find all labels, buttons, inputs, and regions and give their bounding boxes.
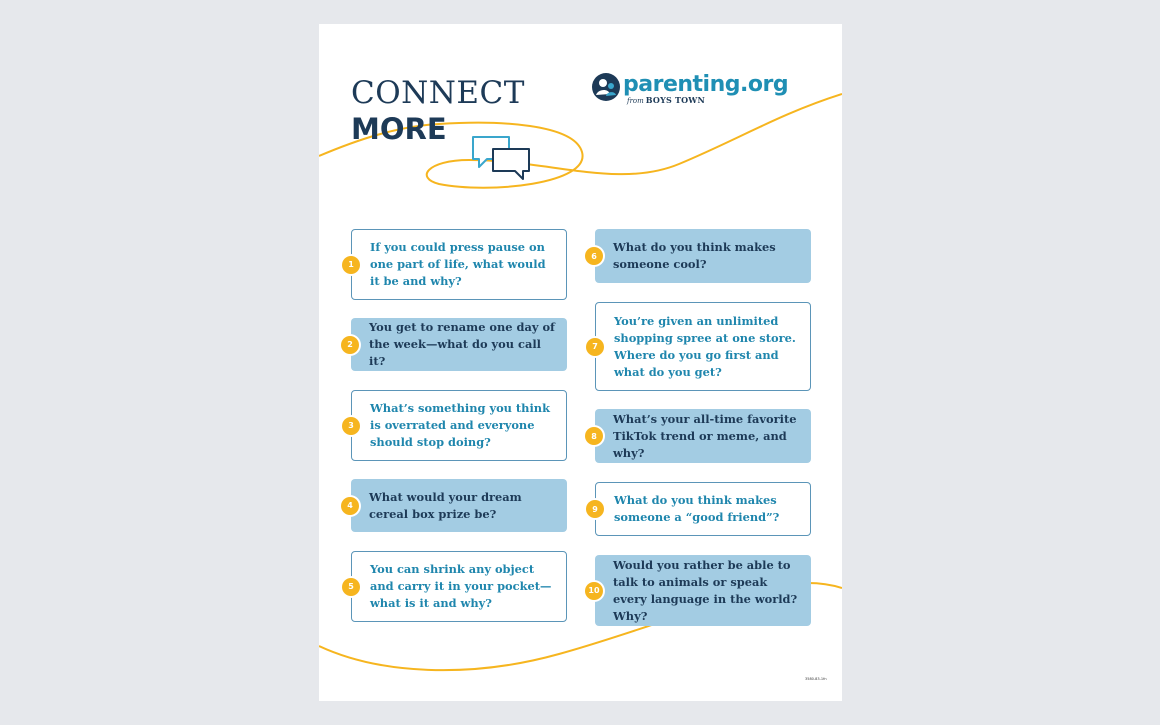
flyer-page <box>319 24 842 701</box>
question-number-badge: 1 <box>342 256 360 274</box>
question-number-badge: 4 <box>341 497 359 515</box>
question-number-badge: 5 <box>342 578 360 596</box>
question-text: What would your dream cereal box prize be? <box>369 489 522 521</box>
logo-from: from <box>627 97 644 105</box>
logo-wordmark: parenting.org <box>623 72 789 97</box>
question-card-5 <box>348 551 567 622</box>
question-text: What do you think makes someone cool? <box>613 240 776 271</box>
question-text: If you could press pause on one part of life, what would it be and why? <box>370 240 546 288</box>
question-card-1 <box>348 229 567 300</box>
question-text: What do you think makes someone a “good friend”? <box>614 493 780 524</box>
question-card-2 <box>347 318 567 371</box>
logo-org: BOYS TOWN <box>645 95 705 105</box>
question-number-badge: 3 <box>342 417 360 435</box>
question-text: You can shrink any object and carry it in your pocket—what is it and why? <box>370 562 552 610</box>
question-number-badge: 10 <box>585 582 603 600</box>
question-card-4 <box>347 479 567 532</box>
question-text: What’s your all-time favorite TikTok trend or meme, and why? <box>613 411 797 460</box>
parenting-org-logo <box>591 72 789 108</box>
chat-bubbles-icon <box>469 133 533 185</box>
question-number-badge: 7 <box>586 338 604 356</box>
family-logo-icon <box>591 72 621 102</box>
question-text: What’s something you think is overrated and everyone should stop doing? <box>370 401 550 449</box>
question-text: You get to rename one day of the week—what do you call it? <box>369 320 555 368</box>
question-number-badge: 2 <box>341 336 359 354</box>
logo-subtitle <box>627 95 705 106</box>
document-code: 3580-83-1fn <box>805 677 827 681</box>
question-number-badge: 8 <box>585 427 603 445</box>
question-card-10 <box>588 555 811 626</box>
question-text: You’re given an unlimited shopping spree at one store. Where do you go first and what do you get? <box>614 313 796 379</box>
question-number-badge: 6 <box>585 247 603 265</box>
title-more: MORE <box>351 112 447 146</box>
question-card-9 <box>592 482 811 536</box>
question-number-badge: 9 <box>586 500 604 518</box>
question-card-6 <box>591 229 811 283</box>
question-card-7 <box>592 302 811 391</box>
question-card-3 <box>348 390 567 461</box>
question-card-8 <box>591 409 811 463</box>
question-text: Would you rather be able to talk to animals or speak every language in the world? Why? <box>613 557 798 623</box>
title-connect: CONNECT <box>351 75 525 111</box>
